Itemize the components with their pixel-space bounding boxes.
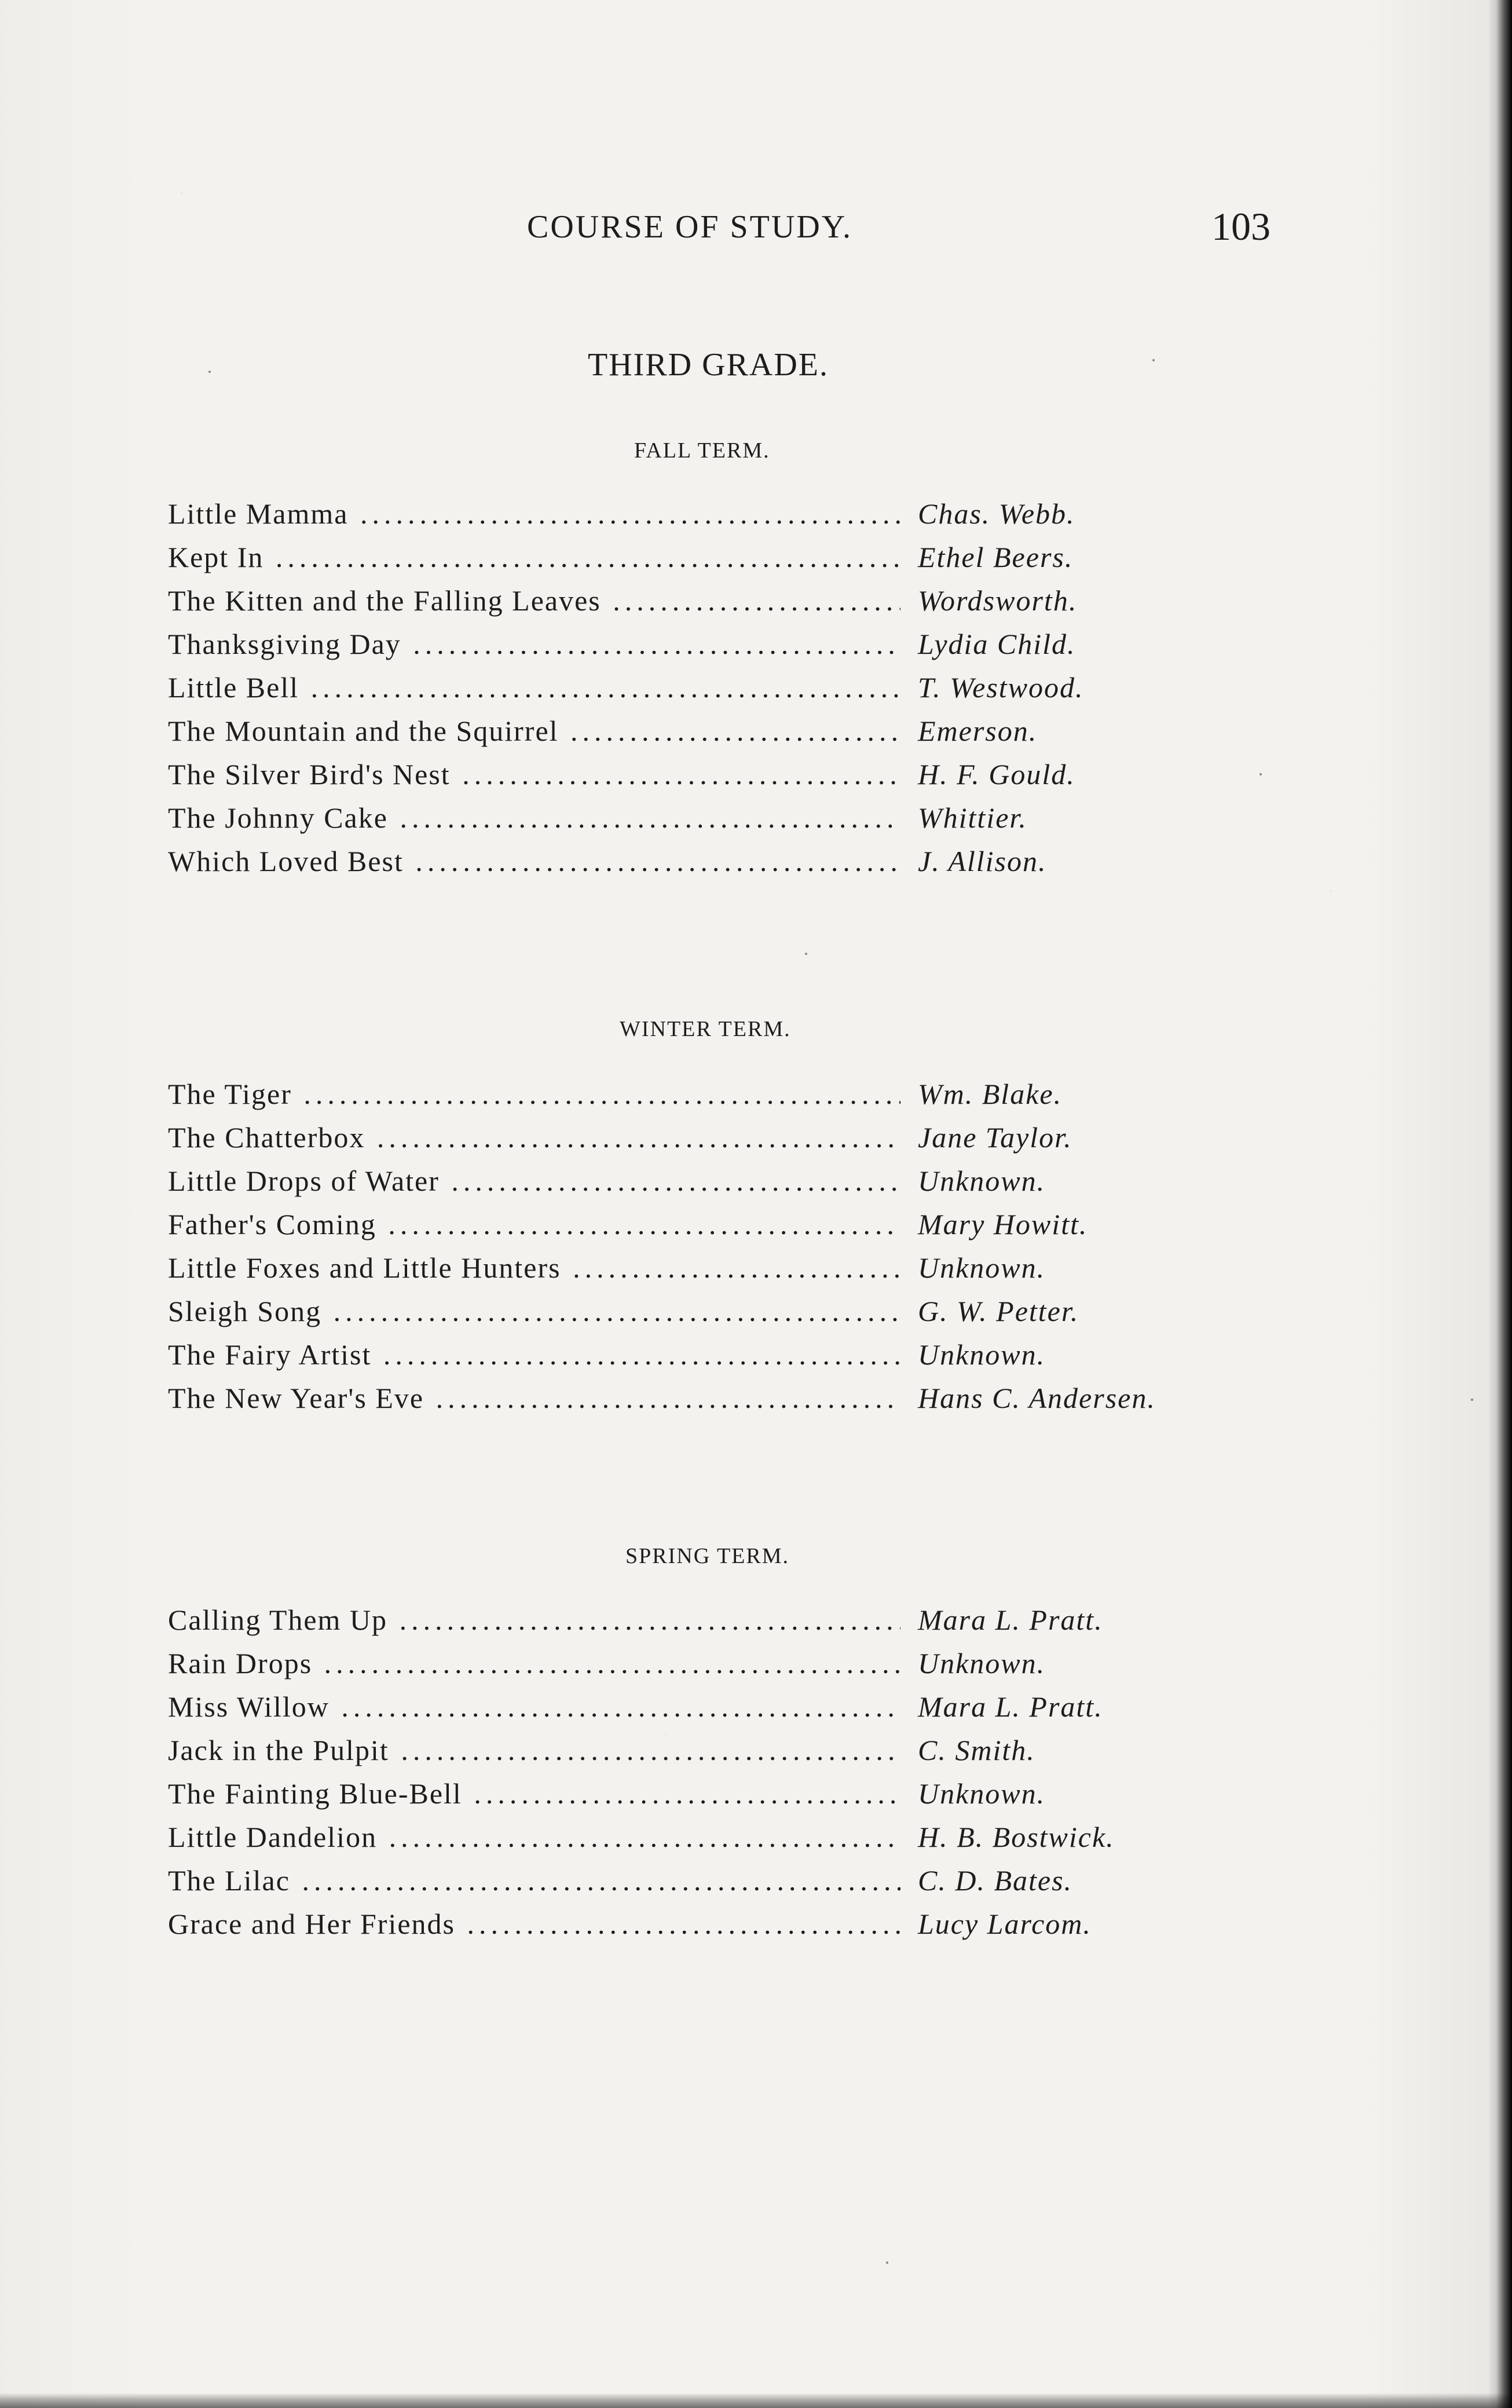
item-author: Whittier. [918, 802, 1027, 834]
item-title: Rain Drops ..... [168, 1642, 900, 1685]
list-item [168, 1377, 1239, 1420]
item-title: The Tiger ..... [168, 1073, 900, 1116]
item-title: Little Bell ..... [168, 666, 900, 709]
item-title: Jack in the Pulpit ..... [168, 1729, 900, 1772]
fall-term-heading: FALL TERM. [634, 438, 770, 463]
item-title: The Johnny Cake ..... [168, 796, 900, 840]
scan-speck [1260, 773, 1262, 775]
item-author: Wm. Blake. [918, 1078, 1063, 1110]
item-author: Unknown. [918, 1647, 1046, 1679]
grade-title: THIRD GRADE. [588, 347, 829, 383]
list-item [168, 796, 1239, 840]
item-title: The Silver Bird's Nest ..... [168, 753, 900, 796]
list-item [168, 492, 1239, 536]
list-item [168, 579, 1239, 623]
list-item [168, 1598, 1239, 1642]
item-author: Wordsworth. [918, 584, 1078, 617]
item-author: Hans C. Andersen. [918, 1382, 1156, 1414]
item-title: Grace and Her Friends ..... [168, 1902, 900, 1946]
item-title: The Kitten and the Falling Leaves ..... [168, 579, 900, 623]
list-item [168, 1816, 1239, 1859]
item-author: Unknown. [918, 1251, 1046, 1284]
item-title: Father's Coming ..... [168, 1203, 900, 1246]
list-item [168, 1159, 1239, 1203]
item-author: Mara L. Pratt. [918, 1690, 1103, 1723]
item-author: Unknown. [918, 1777, 1046, 1810]
list-item [168, 1116, 1239, 1159]
item-author: T. Westwood. [918, 671, 1084, 704]
scan-speck [886, 2261, 888, 2264]
winter-term-heading: WINTER TERM. [620, 1017, 791, 1041]
list-item [168, 1333, 1239, 1377]
item-title: Kept In ..... [168, 536, 900, 579]
scan-page-edge-shadow [1488, 0, 1512, 2408]
winter-reading-list [168, 1073, 1239, 1420]
item-title: The Fainting Blue-Bell ..... [168, 1772, 900, 1816]
item-author: Unknown. [918, 1165, 1046, 1197]
list-item [168, 709, 1239, 753]
item-title: The New Year's Eve ..... [168, 1377, 900, 1420]
item-title: Thanksgiving Day ..... [168, 623, 900, 666]
item-author: H. B. Bostwick. [918, 1821, 1115, 1853]
fall-reading-list [168, 492, 1239, 883]
item-author: Ethel Beers. [918, 541, 1074, 573]
list-item [168, 623, 1239, 666]
list-item [168, 1203, 1239, 1246]
list-item [168, 666, 1239, 709]
item-author: Mara L. Pratt. [918, 1604, 1103, 1636]
item-title: The Fairy Artist ..... [168, 1333, 900, 1377]
list-item [168, 1246, 1239, 1290]
item-author: J. Allison. [918, 845, 1047, 877]
list-item [168, 840, 1239, 883]
running-head: COURSE OF STUDY. [527, 209, 852, 245]
item-title: Little Foxes and Little Hunters ..... [168, 1246, 900, 1290]
scan-speck [1152, 359, 1155, 361]
item-author: Unknown. [918, 1338, 1046, 1371]
item-author: Lucy Larcom. [918, 1908, 1092, 1940]
list-item [168, 1859, 1239, 1902]
item-title: The Chatterbox ..... [168, 1116, 900, 1159]
item-author: Emerson. [918, 715, 1038, 747]
item-author: Mary Howitt. [918, 1208, 1088, 1240]
item-title: Sleigh Song ..... [168, 1290, 900, 1333]
item-author: Jane Taylor. [918, 1121, 1072, 1154]
spring-reading-list [168, 1598, 1239, 1946]
list-item [168, 1729, 1239, 1772]
spring-term-heading: SPRING TERM. [625, 1544, 790, 1568]
list-item [168, 1073, 1239, 1116]
page-number: 103 [1211, 204, 1271, 248]
item-title: Calling Them Up ..... [168, 1598, 900, 1642]
item-author: C. D. Bates. [918, 1864, 1073, 1897]
item-author: Chas. Webb. [918, 497, 1075, 530]
list-item [168, 1290, 1239, 1333]
list-item [168, 1642, 1239, 1685]
item-title: Little Mamma ..... [168, 492, 900, 536]
scan-speck [208, 371, 211, 373]
item-author: G. W. Petter. [918, 1295, 1079, 1327]
list-item [168, 1772, 1239, 1816]
item-author: Lydia Child. [918, 628, 1076, 660]
list-item [168, 536, 1239, 579]
scan-speck [805, 953, 807, 955]
item-title: Which Loved Best ..... [168, 840, 900, 883]
scan-bottom-edge-shadow [0, 2393, 1512, 2408]
item-title: Little Drops of Water ..... [168, 1159, 900, 1203]
item-author: H. F. Gould. [918, 758, 1075, 791]
list-item [168, 1685, 1239, 1729]
list-item [168, 753, 1239, 796]
item-author: C. Smith. [918, 1734, 1035, 1766]
item-title: Little Dandelion ..... [168, 1816, 900, 1859]
item-title: The Lilac ..... [168, 1859, 900, 1902]
scan-speck [1471, 1399, 1473, 1401]
item-title: The Mountain and the Squirrel ..... [168, 709, 900, 753]
item-title: Miss Willow ..... [168, 1685, 900, 1729]
list-item [168, 1902, 1239, 1946]
